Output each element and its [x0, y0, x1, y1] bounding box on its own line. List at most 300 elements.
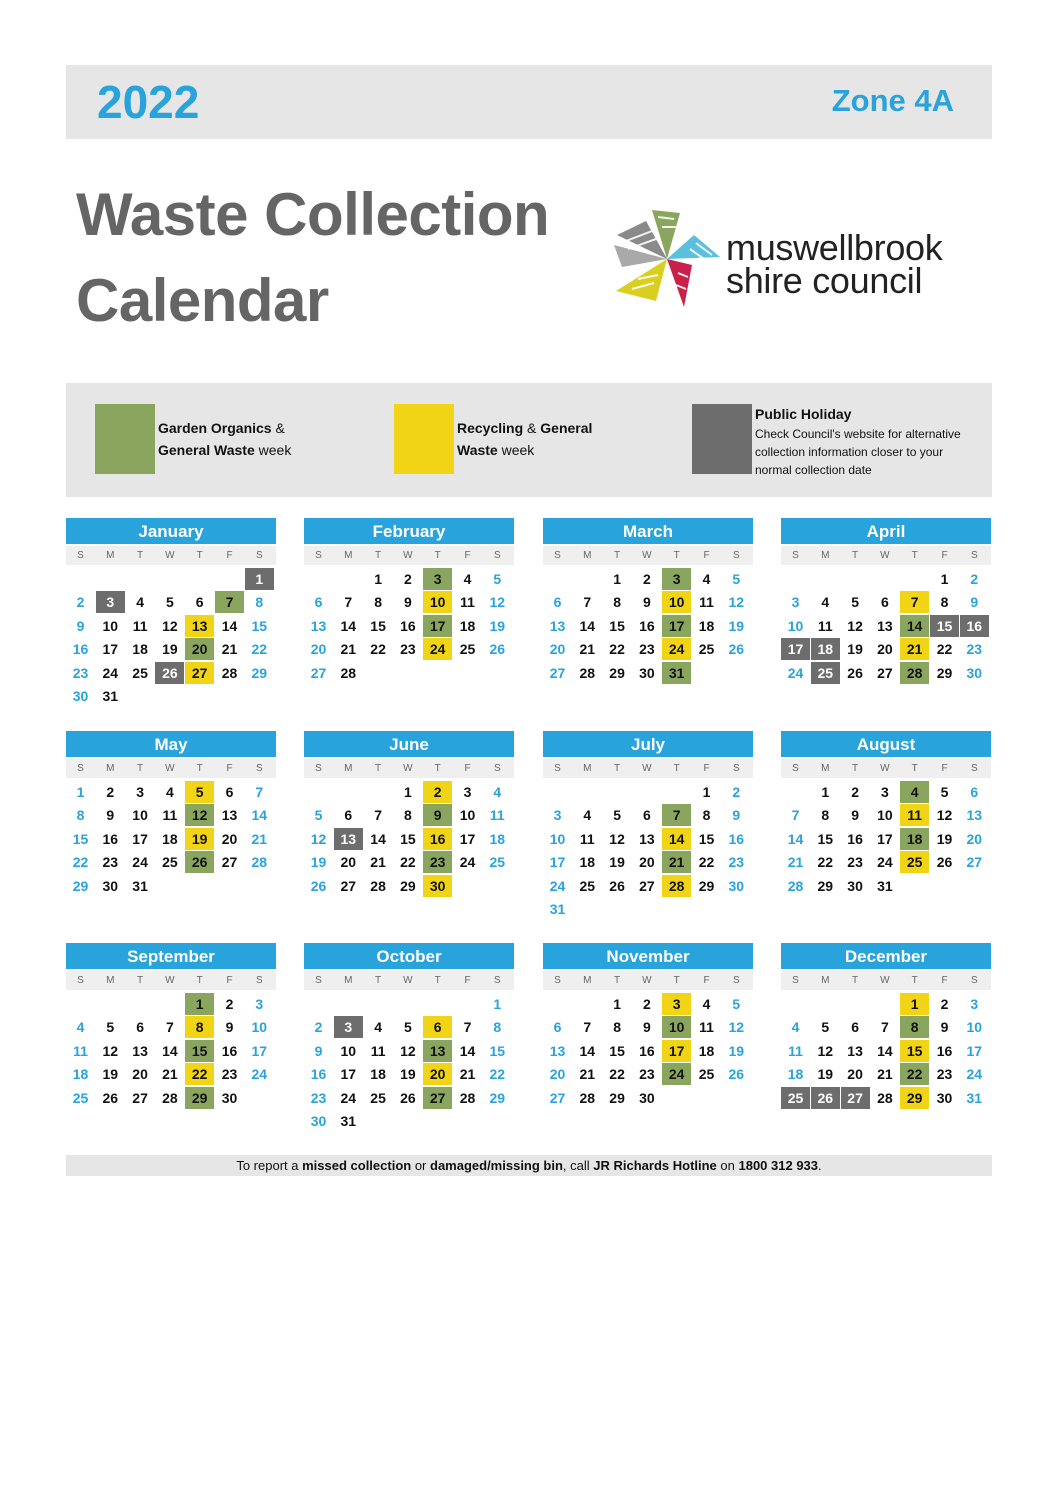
weekday-label: S: [732, 550, 740, 561]
day-cell-garden: 15: [185, 1040, 214, 1062]
day-cell-normal: 6: [195, 594, 204, 611]
weekday-label: S: [315, 550, 322, 561]
weekday-label: T: [911, 763, 918, 774]
day-cell-normal: 28: [579, 664, 596, 681]
day-cell-normal: 28: [340, 664, 357, 681]
weekday-label: F: [941, 550, 948, 561]
weekday-label: S: [77, 763, 84, 774]
weekday-row: [781, 971, 991, 990]
weekday-label: W: [642, 763, 652, 774]
weekday-label: S: [255, 763, 263, 774]
weekday-label: T: [434, 975, 441, 986]
day-cell-normal: 10: [877, 807, 893, 824]
day-cell-normal: 29: [251, 664, 268, 681]
day-cell-normal: 2: [76, 594, 85, 611]
day-cell-normal: 15: [370, 617, 386, 634]
footer-text-4: on: [716, 1158, 739, 1173]
recycling-bold-1b: General: [540, 420, 593, 436]
day-cell-holiday: 26: [155, 662, 184, 684]
weekday-label: F: [703, 763, 710, 774]
day-cell-normal: 21: [221, 641, 238, 658]
day-cell-normal: 15: [489, 1042, 506, 1059]
day-cell-normal: 19: [162, 641, 178, 658]
day-cell-recycling: 14: [662, 828, 691, 850]
day-cell-normal: 25: [489, 854, 506, 871]
day-cell-normal: 8: [940, 594, 949, 611]
month-june: [304, 731, 514, 918]
day-cell-normal: 4: [821, 594, 830, 611]
day-cell-normal: 17: [132, 830, 148, 847]
day-cell-normal: 2: [225, 996, 234, 1012]
day-cell-normal: 17: [102, 641, 119, 658]
day-cell-normal: 5: [613, 807, 621, 824]
recycling-legend-text: [457, 417, 592, 461]
footer-text-1: To report a: [236, 1158, 303, 1173]
month-header: January: [66, 518, 276, 544]
day-cell-normal: 31: [340, 1113, 357, 1129]
day-cell-normal: 27: [966, 854, 983, 871]
day-cell-normal: 21: [251, 830, 268, 847]
weekday-label: T: [852, 550, 859, 561]
day-cell-normal: 23: [728, 854, 745, 871]
day-cell-normal: 5: [821, 1019, 830, 1036]
weekday-label: T: [434, 763, 441, 774]
days-grid: [304, 990, 514, 1130]
footer-text-2: or: [411, 1158, 430, 1173]
day-cell-normal: 5: [165, 594, 174, 611]
day-cell-normal: 28: [251, 854, 268, 871]
recycling-mid-1: &: [523, 420, 541, 436]
day-cell-normal: 26: [728, 1066, 745, 1083]
weekday-label: F: [226, 550, 233, 561]
day-cell-normal: 23: [639, 1066, 655, 1083]
day-cell-normal: 15: [400, 830, 416, 847]
day-cell-normal: 16: [400, 617, 416, 634]
day-cell-normal: 24: [787, 664, 804, 681]
month-header: March: [543, 518, 753, 544]
day-cell-normal: 27: [221, 854, 238, 871]
weekday-row: [66, 759, 276, 778]
day-cell-normal: 5: [314, 807, 323, 824]
month-header: February: [304, 518, 514, 544]
month-march: [543, 518, 753, 705]
day-cell-normal: 25: [459, 641, 476, 658]
council-name: [726, 227, 943, 301]
day-cell-garden: 17: [662, 615, 691, 637]
day-cell-normal: 30: [72, 688, 89, 704]
weekday-label: T: [614, 763, 621, 774]
days-grid: [781, 990, 991, 1130]
day-cell-normal: 10: [102, 617, 119, 634]
month-header: July: [543, 731, 753, 757]
day-cell-recycling: 15: [900, 1040, 929, 1062]
weekday-label: M: [344, 550, 353, 561]
month-header: April: [781, 518, 991, 544]
weekday-label: T: [375, 550, 382, 561]
day-cell-recycling: 16: [423, 828, 452, 850]
day-cell-normal: 12: [728, 594, 745, 611]
day-cell-normal: 31: [966, 1089, 983, 1106]
day-cell-normal: 4: [136, 594, 144, 611]
month-january: [66, 518, 276, 705]
weekday-label: W: [403, 763, 413, 774]
holiday-swatch: [692, 404, 752, 474]
day-cell-normal: 19: [728, 617, 745, 634]
day-cell-garden: 12: [185, 804, 214, 826]
day-cell-normal: 9: [642, 1019, 651, 1036]
day-cell-normal: 6: [553, 594, 562, 611]
month-header: October: [304, 943, 514, 969]
day-cell-normal: 27: [340, 877, 357, 894]
weekday-label: T: [673, 763, 680, 774]
day-cell-recycling: 25: [900, 851, 929, 873]
day-cell-normal: 5: [851, 594, 859, 611]
day-cell-normal: 16: [221, 1042, 238, 1059]
day-cell-normal: 1: [940, 571, 949, 587]
day-cell-normal: 21: [877, 1066, 893, 1083]
day-cell-normal: 8: [493, 1019, 502, 1036]
day-cell-normal: 1: [702, 784, 711, 800]
day-cell-normal: 26: [489, 641, 506, 658]
weekday-label: M: [583, 763, 592, 774]
day-cell-recycling: 10: [662, 591, 691, 613]
day-cell-normal: 6: [553, 1019, 562, 1036]
day-cell-normal: 11: [73, 1042, 88, 1059]
day-cell-normal: 1: [821, 784, 830, 800]
weekday-label: F: [703, 975, 710, 986]
garden-rest-1: &: [271, 420, 285, 436]
weekday-label: S: [970, 763, 978, 774]
weekday-label: T: [137, 975, 144, 986]
day-cell-normal: 14: [579, 1042, 596, 1059]
weekday-label: T: [614, 550, 621, 561]
days-grid: [304, 778, 514, 918]
weekday-label: F: [226, 975, 233, 986]
day-cell-normal: 14: [162, 1042, 178, 1059]
title-line-2: Calendar: [76, 267, 329, 334]
day-cell-normal: 21: [459, 1066, 476, 1083]
day-cell-normal: 4: [374, 1019, 382, 1036]
day-cell-normal: 10: [549, 830, 566, 847]
weekday-label: T: [196, 975, 203, 986]
weekday-label: T: [911, 550, 918, 561]
day-cell-normal: 4: [165, 784, 174, 800]
day-cell-normal: 20: [132, 1066, 148, 1083]
weekday-label: T: [673, 550, 680, 561]
day-cell-normal: 19: [609, 854, 625, 871]
weekday-label: W: [642, 550, 652, 561]
day-cell-normal: 22: [609, 1066, 625, 1083]
day-cell-normal: 22: [489, 1066, 506, 1083]
day-cell-normal: 27: [549, 1089, 566, 1106]
day-cell-normal: 15: [817, 830, 834, 847]
weekday-label: T: [852, 975, 859, 986]
day-cell-normal: 2: [403, 571, 412, 587]
day-cell-normal: 31: [102, 688, 119, 704]
day-cell-normal: 6: [880, 594, 889, 611]
day-cell-recycling: 2: [423, 781, 452, 803]
recycling-bold-2: Waste: [457, 442, 498, 458]
day-cell-normal: 3: [791, 594, 800, 611]
day-cell-normal: 10: [132, 807, 148, 824]
day-cell-garden: 8: [900, 1016, 929, 1038]
weekday-row: [781, 759, 991, 778]
day-cell-recycling: 6: [423, 1016, 452, 1038]
day-cell-normal: 12: [847, 617, 863, 634]
day-cell-normal: 8: [702, 807, 711, 824]
day-cell-normal: 13: [966, 807, 983, 824]
day-cell-normal: 21: [579, 1066, 596, 1083]
day-cell-normal: 19: [102, 1066, 119, 1083]
day-cell-normal: 23: [847, 854, 863, 871]
day-cell-garden: 21: [662, 851, 691, 873]
weekday-label: T: [673, 975, 680, 986]
day-cell-normal: 25: [132, 664, 148, 681]
day-cell-normal: 4: [583, 807, 592, 824]
day-cell-normal: 2: [732, 784, 741, 800]
weekday-label: W: [880, 763, 890, 774]
weekday-label: T: [137, 763, 144, 774]
day-cell-garden: 17: [423, 615, 452, 637]
day-cell-recycling: 17: [662, 1040, 691, 1062]
day-cell-normal: 23: [221, 1066, 238, 1083]
weekday-label: S: [970, 550, 978, 561]
day-cell-holiday: 27: [841, 1087, 870, 1109]
day-cell-normal: 21: [579, 641, 596, 658]
weekday-label: M: [821, 763, 830, 774]
day-cell-normal: 23: [639, 641, 655, 658]
day-cell-normal: 30: [639, 664, 655, 681]
day-cell-normal: 26: [102, 1089, 119, 1106]
day-cell-holiday: 25: [781, 1087, 810, 1109]
day-cell-normal: 26: [847, 664, 863, 681]
footer-bold-4: 1800 312 933: [738, 1158, 819, 1173]
weekday-label: S: [493, 763, 501, 774]
day-cell-normal: 23: [310, 1089, 327, 1106]
day-cell-normal: 24: [549, 877, 566, 894]
day-cell-normal: 20: [639, 854, 655, 871]
weekday-label: S: [77, 975, 84, 986]
day-cell-garden: 24: [662, 1063, 691, 1085]
day-cell-holiday: 18: [811, 638, 840, 660]
garden-swatch: [95, 404, 155, 474]
days-grid: [304, 565, 514, 705]
weekday-label: T: [375, 763, 382, 774]
day-cell-normal: 6: [642, 807, 651, 824]
day-cell-recycling: 27: [185, 662, 214, 684]
day-cell-holiday: 26: [811, 1087, 840, 1109]
day-cell-normal: 27: [877, 664, 893, 681]
weekday-row: [543, 546, 753, 565]
day-cell-recycling: 22: [185, 1063, 214, 1085]
day-cell-normal: 7: [791, 807, 800, 824]
day-cell-normal: 23: [400, 641, 416, 658]
day-cell-normal: 22: [609, 641, 625, 658]
day-cell-normal: 20: [221, 830, 238, 847]
weekday-label: T: [614, 975, 621, 986]
day-cell-normal: 18: [72, 1066, 89, 1083]
day-cell-normal: 28: [459, 1089, 476, 1106]
day-cell-normal: 21: [787, 854, 804, 871]
weekday-row: [781, 546, 991, 565]
weekday-label: S: [792, 550, 799, 561]
weekday-label: T: [434, 550, 441, 561]
weekday-label: W: [880, 975, 890, 986]
day-cell-garden: 9: [423, 804, 452, 826]
day-cell-normal: 8: [403, 807, 412, 824]
day-cell-normal: 30: [847, 877, 863, 894]
day-cell-normal: 10: [251, 1019, 268, 1036]
weekday-label: F: [464, 550, 471, 561]
day-cell-normal: 24: [132, 854, 148, 871]
day-cell-recycling: 21: [900, 638, 929, 660]
day-cell-normal: 22: [936, 641, 953, 658]
day-cell-normal: 11: [370, 1042, 386, 1059]
day-cell-garden: 18: [900, 828, 929, 850]
holiday-legend-text: [755, 403, 961, 479]
weekday-label: T: [375, 975, 382, 986]
day-cell-normal: 22: [370, 641, 386, 658]
days-grid: [66, 565, 276, 705]
zone-label: Zone 4A: [831, 83, 954, 118]
weekday-label: W: [165, 975, 175, 986]
day-cell-recycling: 29: [900, 1087, 929, 1109]
day-cell-normal: 2: [106, 784, 115, 800]
day-cell-normal: 22: [400, 854, 416, 871]
day-cell-normal: 27: [132, 1089, 148, 1106]
day-cell-normal: 9: [940, 1019, 949, 1036]
day-cell-normal: 15: [609, 1042, 625, 1059]
day-cell-normal: 13: [549, 1042, 566, 1059]
day-cell-normal: 26: [310, 877, 327, 894]
day-cell-normal: 26: [609, 877, 625, 894]
day-cell-normal: 12: [162, 617, 178, 634]
days-grid: [781, 565, 991, 705]
day-cell-recycling: 19: [185, 828, 214, 850]
weekday-label: W: [403, 975, 413, 986]
month-header: December: [781, 943, 991, 969]
day-cell-normal: 17: [966, 1042, 983, 1059]
day-cell-normal: 14: [459, 1042, 476, 1059]
day-cell-garden: 27: [423, 1087, 452, 1109]
weekday-label: S: [732, 763, 740, 774]
day-cell-normal: 25: [370, 1089, 386, 1106]
day-cell-recycling: 10: [423, 591, 452, 613]
day-cell-normal: 24: [340, 1089, 357, 1106]
recycling-bold-1: Recycling: [457, 420, 524, 436]
weekday-label: S: [554, 763, 561, 774]
day-cell-normal: 9: [225, 1019, 234, 1036]
day-cell-holiday: 1: [245, 568, 274, 590]
month-september: [66, 943, 276, 1130]
day-cell-normal: 19: [936, 830, 953, 847]
day-cell-normal: 29: [72, 877, 89, 894]
day-cell-garden: 7: [215, 591, 244, 613]
weekday-label: M: [106, 763, 115, 774]
day-cell-normal: 1: [493, 996, 502, 1012]
day-cell-normal: 30: [221, 1089, 238, 1106]
day-cell-normal: 1: [613, 996, 621, 1012]
weekday-label: F: [941, 763, 948, 774]
weekday-label: S: [792, 975, 799, 986]
weekday-label: M: [344, 975, 353, 986]
day-cell-normal: 6: [314, 594, 323, 611]
day-cell-normal: 24: [251, 1066, 268, 1083]
holiday-title: Public Holiday: [755, 406, 852, 422]
day-cell-normal: 13: [132, 1042, 148, 1059]
weekday-label: S: [493, 975, 501, 986]
day-cell-normal: 26: [936, 854, 953, 871]
garden-rest-2: week: [254, 442, 292, 458]
recycling-rest-2: week: [497, 442, 535, 458]
day-cell-normal: 13: [310, 617, 327, 634]
weekday-label: S: [255, 550, 263, 561]
day-cell-normal: 3: [136, 784, 144, 800]
day-cell-normal: 31: [877, 877, 893, 894]
day-cell-normal: 7: [583, 594, 592, 611]
day-cell-normal: 30: [102, 877, 119, 894]
day-cell-normal: 23: [936, 1066, 953, 1083]
day-cell-normal: 3: [970, 996, 979, 1012]
day-cell-normal: 12: [609, 830, 625, 847]
day-cell-normal: 4: [493, 784, 502, 800]
day-cell-normal: 9: [970, 594, 979, 611]
day-cell-normal: 25: [162, 854, 178, 871]
day-cell-normal: 5: [732, 571, 741, 587]
weekday-label: M: [583, 550, 592, 561]
day-cell-normal: 5: [940, 784, 949, 800]
days-grid: [66, 778, 276, 918]
day-cell-normal: 1: [613, 571, 621, 587]
day-cell-normal: 21: [340, 641, 357, 658]
day-cell-normal: 7: [344, 594, 353, 611]
day-cell-normal: 13: [877, 617, 893, 634]
day-cell-garden: 10: [662, 1016, 691, 1038]
day-cell-normal: 18: [489, 830, 506, 847]
day-cell-holiday: 3: [334, 1016, 363, 1038]
day-cell-normal: 6: [136, 1019, 144, 1036]
day-cell-normal: 4: [791, 1019, 800, 1036]
day-cell-normal: 29: [936, 664, 953, 681]
day-cell-normal: 25: [698, 641, 715, 658]
weekday-row: [543, 971, 753, 990]
day-cell-normal: 14: [221, 617, 238, 634]
day-cell-normal: 26: [728, 641, 745, 658]
day-cell-normal: 9: [732, 807, 741, 824]
day-cell-normal: 20: [966, 830, 983, 847]
day-cell-normal: 12: [102, 1042, 119, 1059]
weekday-row: [304, 971, 514, 990]
day-cell-normal: 18: [579, 854, 596, 871]
footer-bold-1: missed collection: [302, 1158, 412, 1173]
weekday-label: T: [852, 763, 859, 774]
day-cell-normal: 24: [459, 854, 476, 871]
day-cell-garden: 1: [185, 993, 214, 1015]
day-cell-normal: 18: [162, 830, 178, 847]
footer-bold-2: damaged/missing bin: [430, 1158, 563, 1173]
weekday-label: T: [137, 550, 144, 561]
day-cell-normal: 11: [699, 1019, 714, 1036]
day-cell-normal: 9: [851, 807, 859, 824]
footer-text-5: .: [818, 1158, 822, 1173]
day-cell-normal: 27: [310, 664, 327, 681]
day-cell-garden: 7: [662, 804, 691, 826]
day-cell-recycling: 7: [900, 591, 929, 613]
day-cell-normal: 11: [132, 617, 148, 634]
month-may: [66, 731, 276, 918]
day-cell-normal: 7: [165, 1019, 174, 1036]
weekday-label: S: [255, 975, 263, 986]
